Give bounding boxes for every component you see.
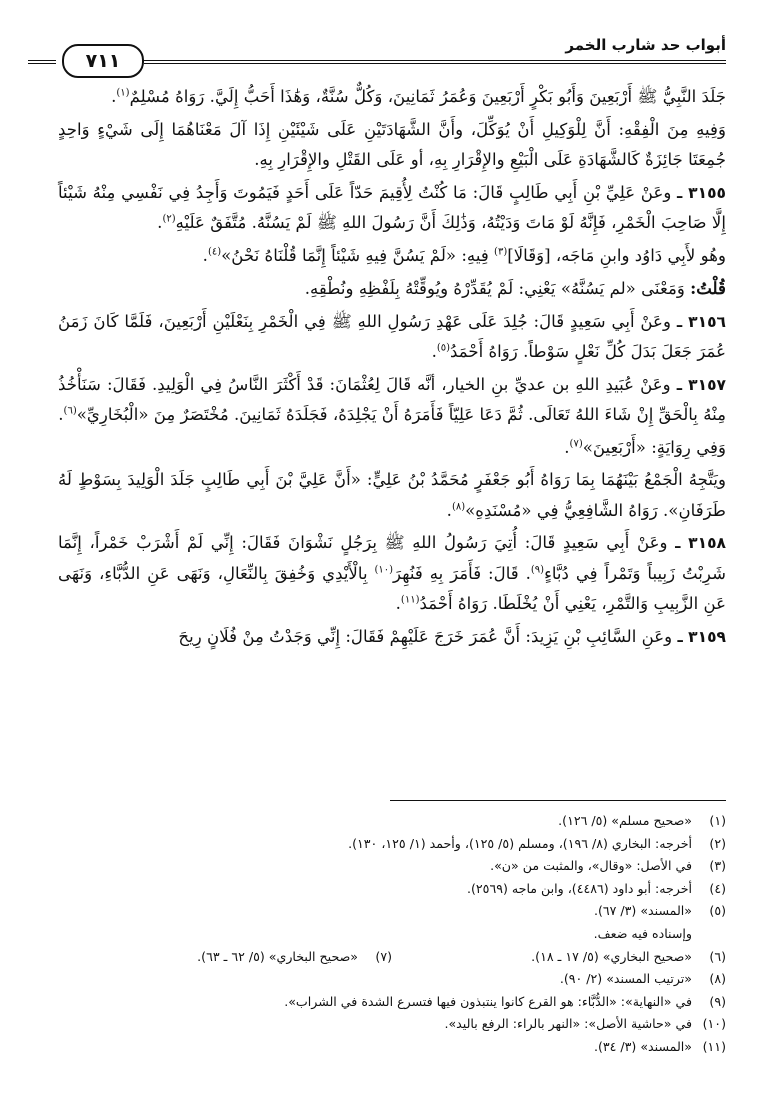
paragraph-qult: قُلْتُ: وَمَعْنَى «لم يَسُنَّهُ» يَعْنِي: لَمْ يُقَدِّرْهُ ويُوقِّتْهُ بِلَفْظِهِ ونُطْقِهِ. [304, 278, 726, 298]
footnote-separator [390, 800, 726, 801]
footnote-item: (٨) «ترتيب المسند» (٢/ ٩٠). [559, 971, 726, 987]
footnote-ref[interactable]: (٦) [63, 405, 77, 417]
footnote-item: (١٠) في «حاشية الأصل»: «النهر بالراء: الرفع باليد». [444, 1016, 726, 1032]
footnote-ref[interactable]: (١) [116, 87, 130, 99]
footnote-ref[interactable]: (٩) [530, 563, 545, 575]
header-rule [144, 60, 726, 64]
footnote-item: (٩) في «النهاية»: «الدُّبَّاء: هو القرع كانوا ينتبذون فيها فتسرع الشدة في الشراب». [284, 993, 726, 1009]
page-header [58, 32, 726, 72]
hadith-3158: ٣١٥٨ ـ وعَنْ أَبِي سَعِيدٍ قَالَ: أُتِيَ رَسُولُ اللهِ ﷺ بِرَجُلٍ نَشْوَانَ فَقَالَ: إِنِّي لَمْ أَشْرَبْ خَمْراً، إِنَّمَا شَرِبْتُ زَبِيباً وَتَمْراً فِي دُبَّاءٍ$^{(٩)}$. قَالَ: فَأَمَرَ بِهِ فَنُهِرَ$^{(١٠)}$ بِالْأَيْدِي وَخُفِقَ بِالنِّعَالِ، وَنَهَى عَنِ الدُّبَّاءِ، وَنَهَى عَنِ الزَّبِيبِ وَالتَّمْرِ، يَعْنِي أَنْ يُخْلَطَا. رَوَاهُ أَحْمَدُ$^{(١١)}$. [58, 533, 727, 613]
footnote-ref[interactable]: (٣) [494, 245, 508, 257]
paragraph-fiqh: وَفِيهِ مِنَ الْفِقْهِ: أَنَّ لِلْوَكِيلِ أَنْ يُوَكِّلَ، وأَنَّ الشَّهَادَتَيْنِ عَلَى شَيْئَيْنِ إِذَا آلَ مَعْنَاهُمَا إِلَى شَيْءٍ وَاحِدٍ جُمِعَتَا جَائِزَةٌ كَالشَّهَادَةِ عَلَى الْبَيْعِ والإِقْرَارِ بِهِ، أو عَلَى القَتْلِ والإِقْرَارِ بِهِ. [58, 119, 726, 169]
hadith-3155: ٣١٥٥ ـ وعَنْ عَلِيِّ بْنِ أَبِي طَالِبٍ قَالَ: مَا كُنْتُ لِأُقِيمَ حَدّاً عَلَى أَحَدٍ فَيَمُوتَ وَأَجِدُ فِي نَفْسِي مِنْهُ شَيْئاً إِلَّا صَاحِبَ الْخَمْرِ، فَإِنَّهُ لَوْ مَاتَ وَدَيْتُهُ، وَذَٰلِكَ أَنَّ رَسُولَ اللهِ ﷺ لَمْ يَسُنَّهُ. مُتَّفَقٌ عَلَيْهِ$^{(٢)}$. [58, 182, 726, 232]
footnote-ref[interactable]: (١٠) [374, 563, 394, 575]
paragraph: وَفِي رِوَايَةٍ: «أَرْبَعِينَ»$^{(٧)}$. [564, 437, 726, 457]
hadith-number: ٣١٥٩ ـ [677, 627, 726, 646]
footnote-continuation: وإسناده فيه ضعف. [593, 925, 692, 941]
hadith-number: ٣١٥٧ ـ [676, 375, 726, 394]
footnote-item: (١١) «المسند» (٣/ ٣٤). [593, 1038, 726, 1054]
footnote-ref[interactable]: (٥) [436, 342, 451, 354]
hadith-3156: ٣١٥٦ ـ وعَنْ أَبِي سَعِيدٍ قَالَ: جُلِدَ عَلَى عَهْدِ رَسُولِ اللهِ ﷺ فِي الْخَمْرِ بِنَعْلَيْنِ أَرْبَعِينَ، فَلَمَّا كَانَ زَمَنُ عُمَرَ جَعَلَ بَدَلَ كُلِّ نَعْلٍ سَوْطاً. رَوَاهُ أَحْمَدُ$^{(٥)}$. [58, 311, 726, 361]
hadith-3157: ٣١٥٧ ـ وعَنْ عُبَيدِ اللهِ بن عديِّ بنِ الخيار، أنَّه قَالَ لِعُثْمَانَ: قَدْ أَكْثَرَ النَّاسُ فِي الْوَلِيدِ. فَقَالَ: سَنَأْخُذُ مِنْهُ بِالْحَقِّ إِنْ شَاءَ اللهُ تَعَالَى. ثُمَّ دَعَا عَلِيّاً فَأَمَرَهُ أَنْ يَجْلِدَهُ، فَجَلَدَهُ ثَمَانِينَ. مُخْتَصَرٌ مِنَ «الْبُخَارِيِّ»$^{(٦)}$. [58, 374, 726, 424]
footnote-item: (١) «صحيح مسلم» (٥/ ١٢٦). [558, 813, 726, 828]
footnotes [58, 810, 726, 1059]
footnote-ref[interactable]: (٧) [569, 437, 583, 449]
hadith-number: ٣١٥٥ ـ [677, 183, 726, 202]
hadith-3159: ٣١٥٩ ـ وعَنِ السَّائِبِ بْنِ يَزِيدَ: أَنَّ عُمَرَ خَرَجَ عَلَيْهِمْ فَقَالَ: إِنِّي وَجَدْتُ مِنْ فُلَانٍ رِيحَ [178, 626, 726, 646]
footnote-ref[interactable]: (١١) [400, 594, 420, 606]
footnote-item: (٧) «صحيح البخاري» (٥/ ٦٢ ـ ٦٣). [197, 948, 392, 964]
hadith-number: ٣١٥٨ ـ [675, 534, 727, 552]
footnote-row [58, 946, 726, 969]
paragraph: وهُو لأَبِي دَاوُد وابنِ مَاجَه، [وَقَالَا]$^{(٣)}$ فِيهِ: «لَمْ يَسُنَّ فِيهِ شَيْئاً إِنَّمَا قُلْنَاهُ نَحْنُ»$^{(٤)}$. [202, 245, 726, 265]
footnote-ref[interactable]: (٤) [207, 245, 222, 257]
paragraph: ويَتَّجِهُ الْجَمْعُ بَيْنَهُمَا بِمَا رَوَاهُ أَبُو جَعْفَرٍ مُحَمَّدُ بْنُ عَلِيٍّ: «أَنَّ عَلِيَّ بْنَ أَبِي طَالِبٍ جَلَدَ الْوَلِيدَ بِسَوْطٍ لَهُ طَرَفَانِ». رَوَاهُ الشَّافِعِيُّ فِي «مُسْنَدِهِ»$^{(٨)}$. [58, 470, 726, 520]
running-title: أبواب حد شارب الخمر [565, 36, 726, 54]
footnote-ref[interactable]: (٢) [162, 213, 176, 225]
paragraph: جَلَدَ النَّبِيُّ ﷺ أَرْبَعِينَ وَأَبُو بَكْرٍ أَرْبَعِينَ وَعُمَرُ ثَمَانِينَ، وَكُلٌّ سُنَّةٌ، وَهَٰذَا أَحَبُّ إِلَيَّ. رَوَاهُ مُسْلِمٌ$^{(١)}$. [111, 87, 726, 106]
footnote-item: (٢) أخرجه: البخاري (٨/ ١٩٦)، ومسلم (٥/ ١٢٥)، وأحمد (١/ ١٢٥، ١٣٠). [348, 835, 726, 851]
footnote-ref[interactable]: (٨) [451, 500, 466, 512]
footnote-item: (٤) أخرجه: أبو داود (٤٤٨٦)، وابن ماجه (٢٥٦٩). [467, 880, 726, 896]
hadith-number: ٣١٥٦ ـ [676, 312, 726, 331]
footnote-item: (٦) «صحيح البخاري» (٥/ ١٧ ـ ١٨). [531, 948, 726, 964]
header-rule-left [28, 60, 56, 64]
footnote-item: (٥) «المسند» (٣/ ٦٧). [593, 903, 726, 919]
main-text [58, 82, 726, 654]
page-number: ٧١١ [62, 44, 144, 78]
footnote-item: (٣) في الأصل: «وقال»، والمثبت من «ن». [490, 858, 726, 874]
